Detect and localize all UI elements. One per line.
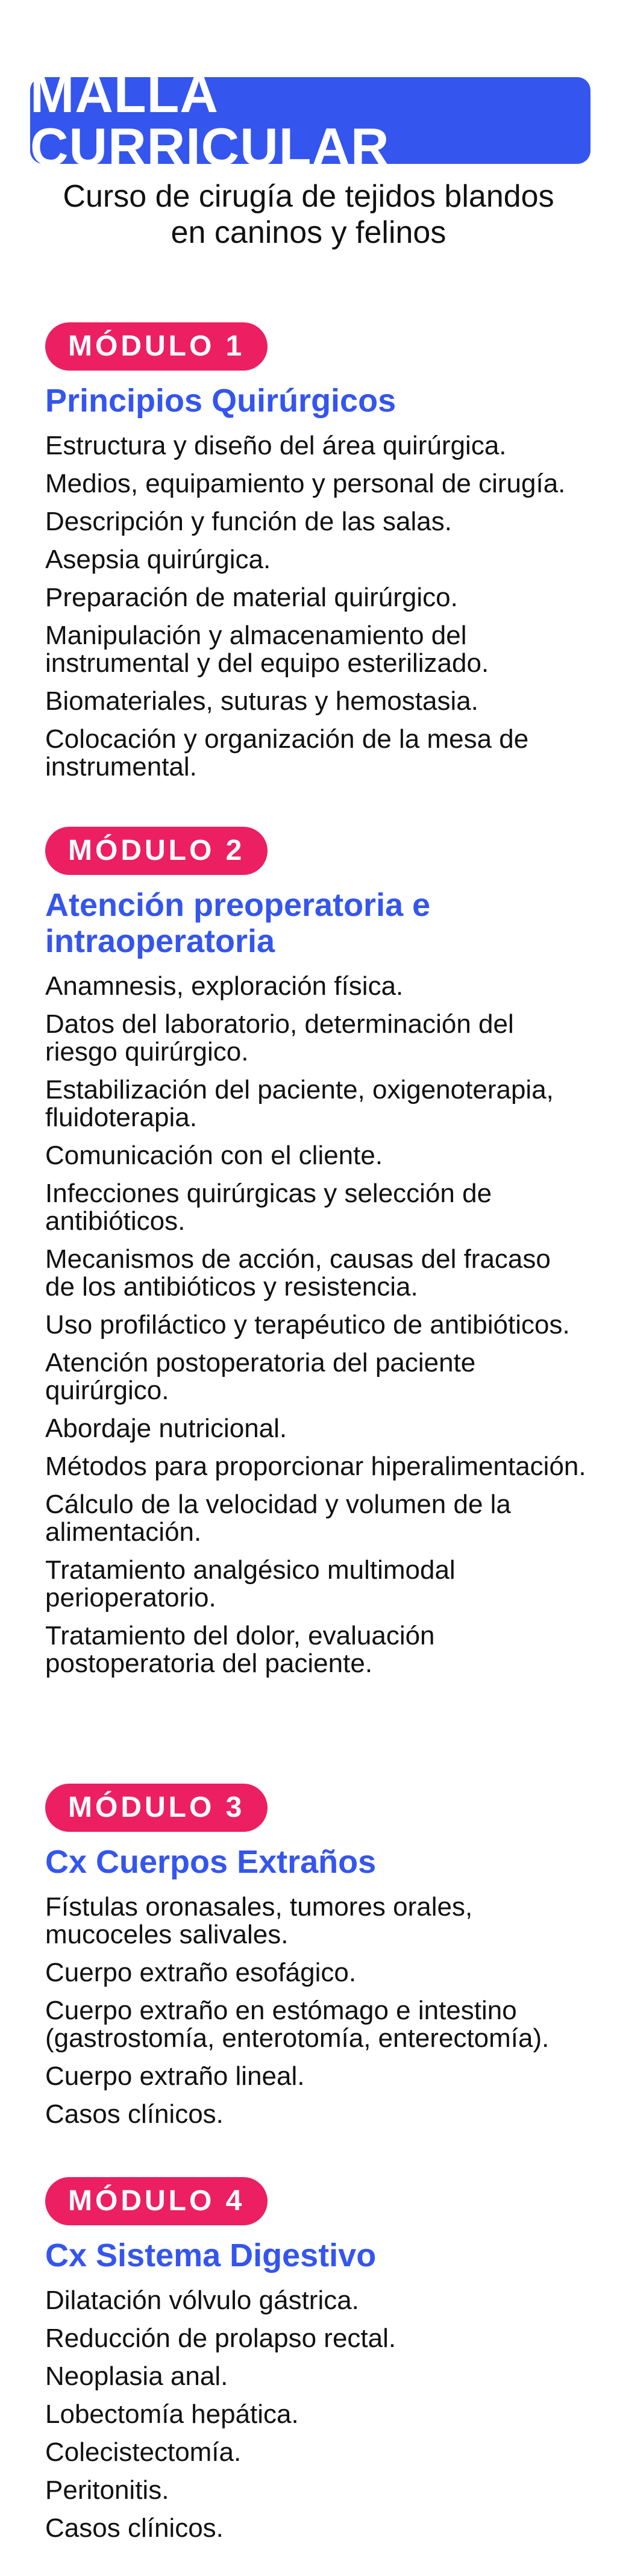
module-topic-list: [45, 2287, 587, 2542]
topic-item: Cuerpo extraño lineal.: [45, 2061, 305, 2091]
topic-item: Infecciones quirúrgicas y selección de antibióticos.: [45, 1179, 492, 1236]
subtitle-line-1: Curso de cirugía de tejidos blandos: [63, 179, 554, 214]
topic-item: Colecistectomía.: [45, 2437, 242, 2467]
topic-item: Casos clínicos.: [45, 2513, 224, 2543]
topic-item: Neoplasia anal.: [45, 2361, 228, 2391]
topic-item: Cuerpo extraño en estómago e intestino (gastrostomía, enterotomía, enterectomía).: [45, 1996, 550, 2053]
topic-item: Reducción de prolapso rectal.: [45, 2324, 396, 2353]
module-topic-list: [45, 432, 587, 781]
module-badge: MÓDULO 1: [45, 322, 268, 371]
topic-item: Preparación de material quirúrgico.: [45, 583, 458, 612]
module-4: [45, 2177, 587, 2552]
module-1: [45, 322, 587, 791]
topic-item: Cálculo de la velocidad y volumen de la alimentación.: [45, 1490, 511, 1547]
topic-item: Datos del laboratorio, determinación del riesgo quirúrgico.: [45, 1009, 514, 1067]
topic-item: Descripción y función de las salas.: [45, 507, 452, 536]
topic-item: Fístulas oronasales, tumores orales, mucoceles salivales.: [45, 1892, 473, 1949]
subtitle-line-2: en caninos y felinos: [171, 215, 446, 250]
topic-item: Manipulación y almacenamiento del instrumental y del equipo esterilizado.: [45, 621, 489, 678]
topic-item: Estructura y diseño del área quirúrgica.: [45, 431, 507, 460]
topic-item: Lobectomía hepática.: [45, 2399, 299, 2429]
topic-item: Uso profiláctico y terapéutico de antibióticos.: [45, 1310, 570, 1340]
topic-item: Abordaje nutricional.: [45, 1414, 287, 1443]
topic-item: Mecanismos de acción, causas del fracaso de los antibióticos y resistencia.: [45, 1244, 551, 1302]
module-topic-list: [45, 973, 587, 1678]
topic-item: Peritonitis.: [45, 2475, 169, 2505]
topic-item: Colocación y organización de la mesa de instrumental.: [45, 724, 529, 782]
topic-item: Medios, equipamiento y personal de cirugía.: [45, 469, 566, 498]
topic-item: Dilatación vólvulo gástrica.: [45, 2286, 359, 2315]
module-topic-list: [45, 1893, 587, 2128]
topic-item: Cuerpo extraño esofágico.: [45, 1958, 357, 1987]
module-2: [45, 827, 587, 1688]
topic-item: Atención postoperatoria del paciente quirúrgico.: [45, 1348, 476, 1405]
topic-item: Tratamiento analgésico multimodal perioperatorio.: [45, 1555, 456, 1612]
module-badge: MÓDULO 3: [45, 1784, 268, 1832]
module-badge: MÓDULO 2: [45, 827, 268, 875]
module-3: [45, 1784, 587, 2139]
page-title: MALLA CURRICULAR: [30, 64, 390, 177]
module-title: Cx Sistema Digestivo: [45, 2237, 377, 2274]
topic-item: Métodos para proporcionar hiperalimentación.: [45, 1452, 586, 1481]
topic-item: Estabilización del paciente, oxigenoterapia, fluidoterapia.: [45, 1075, 554, 1132]
page-subtitle: [0, 178, 617, 251]
topic-item: Asepsia quirúrgica.: [45, 545, 271, 574]
title-banner: [30, 64, 590, 177]
module-title: Atención preoperatoria e intraoperatoria: [45, 887, 431, 959]
topic-item: Casos clínicos.: [45, 2099, 224, 2129]
module-badge: MÓDULO 4: [45, 2177, 268, 2225]
topic-item: Biomateriales, suturas y hemostasia.: [45, 686, 478, 716]
topic-item: Anamnesis, exploración física.: [45, 971, 404, 1001]
topic-item: Tratamiento del dolor, evaluación postoperatoria del paciente.: [45, 1621, 435, 1678]
topic-item: Comunicación con el cliente.: [45, 1141, 383, 1170]
module-title: Principios Quirúrgicos: [45, 383, 396, 419]
module-title: Cx Cuerpos Extraños: [45, 1844, 377, 1880]
